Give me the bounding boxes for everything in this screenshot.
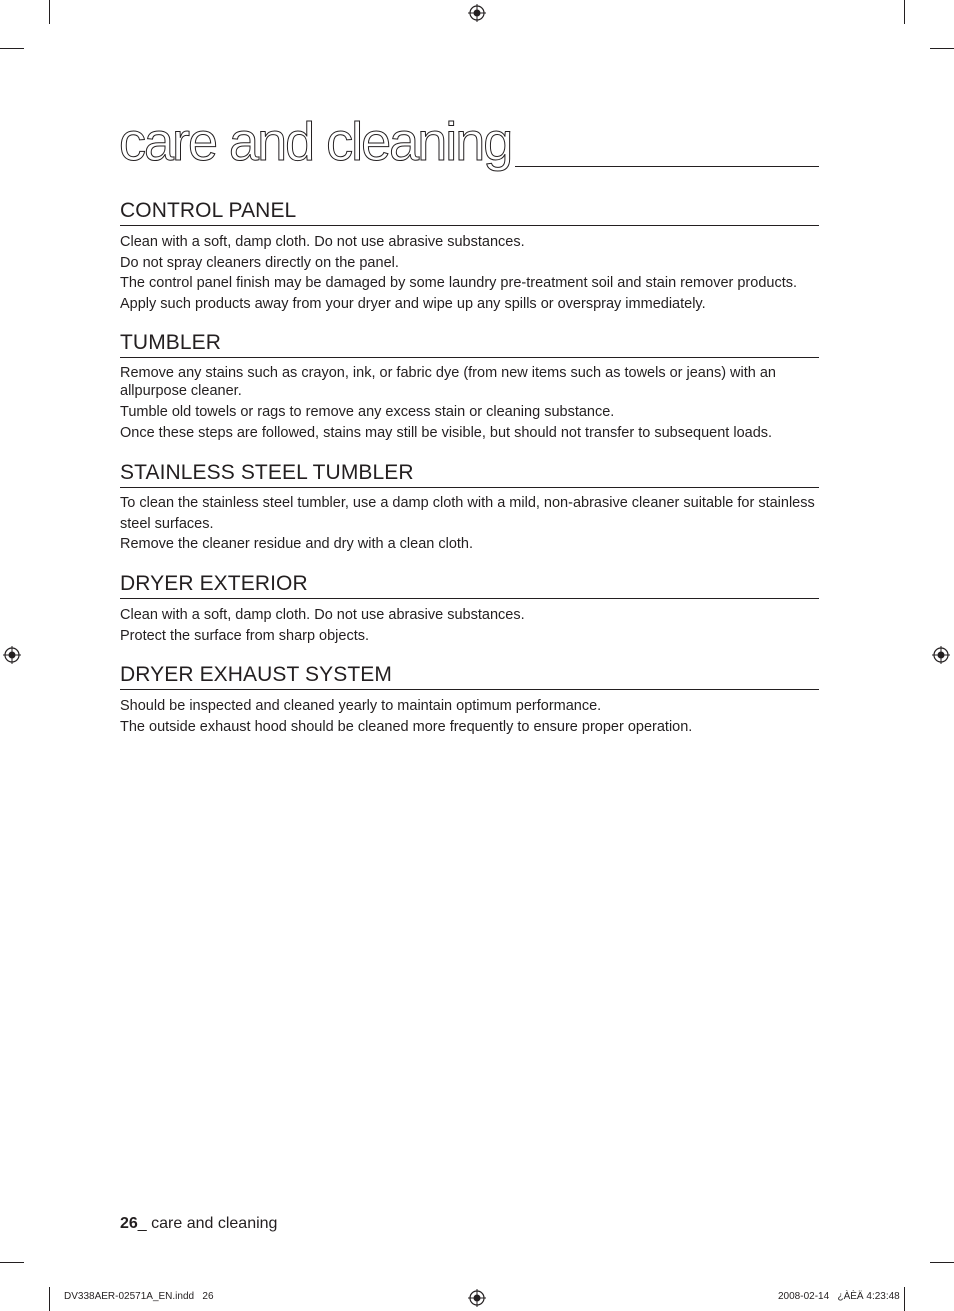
page-title-text: care and cleaning [119,112,515,172]
section-heading: DRYER EXHAUST SYSTEM [120,662,819,690]
body-line: Clean with a soft, damp cloth. Do not use abrasive substances. [120,234,525,250]
slug-timestamp: 2008-02-14 ¿ÀÈÄ 4:23:48 [778,1291,900,1302]
crop-mark [0,1262,24,1263]
registration-mark-icon [3,646,21,664]
registration-mark-icon [468,1289,486,1307]
page-footer [120,1215,277,1233]
slug-filename: DV338AER-02571A_EN.indd 26 [64,1291,214,1302]
body-line: The outside exhaust hood should be cleaned more frequently to ensure proper operation. [120,718,693,735]
registration-mark-icon [932,646,950,664]
crop-mark [49,0,50,24]
body-line: Protect the surface from sharp objects. [120,627,370,644]
body-line: Once these steps are followed, stains may still be visible, but should not transfer to subsequent loads. [120,424,773,441]
body-line: Clean with a soft, damp cloth. Do not use abrasive substances. [120,607,525,623]
body-line: Remove any stains such as crayon, ink, or fabric dye (from new items such as towels or jeans) with an allpurpose cleaner. [120,365,776,399]
section-dryer-exterior [120,571,819,646]
registration-mark-icon [468,4,486,22]
footer-label: _ care and cleaning [137,1215,278,1232]
section-heading: TUMBLER [120,330,819,358]
body-line: To clean the stainless steel tumbler, use a damp cloth with a mild, non-abrasive cleaner suitable for stainless steel surfaces. [120,495,815,532]
section-heading: STAINLESS STEEL TUMBLER [120,460,819,488]
page-number: 26 [120,1215,138,1232]
section-heading: DRYER EXTERIOR [120,571,819,599]
body-line: The control panel finish may be damaged by some laundry pre-treatment soil and stain remover products. [120,275,798,291]
section-dryer-exhaust-system [120,662,819,737]
crop-mark [49,1287,50,1311]
body-line: Do not spray cleaners directly on the panel. [120,254,399,271]
crop-mark [930,1262,954,1263]
body-line: Should be inspected and cleaned yearly to maintain optimum performance. [120,698,602,714]
section-heading: CONTROL PANEL [120,198,819,226]
body-line: Remove the cleaner residue and dry with a clean cloth. [120,536,474,552]
section-control-panel [120,198,819,314]
crop-mark [904,1287,905,1311]
body-line: Apply such products away from your dryer and wipe up any spills or overspray immediately. [120,295,706,312]
crop-mark [0,48,24,49]
section-tumbler [120,330,819,443]
crop-mark [930,48,954,49]
crop-mark [904,0,905,24]
page-title [119,110,819,172]
section-stainless-steel-tumbler [120,460,819,555]
body-line: Tumble old towels or rags to remove any excess stain or cleaning substance. [120,404,615,420]
